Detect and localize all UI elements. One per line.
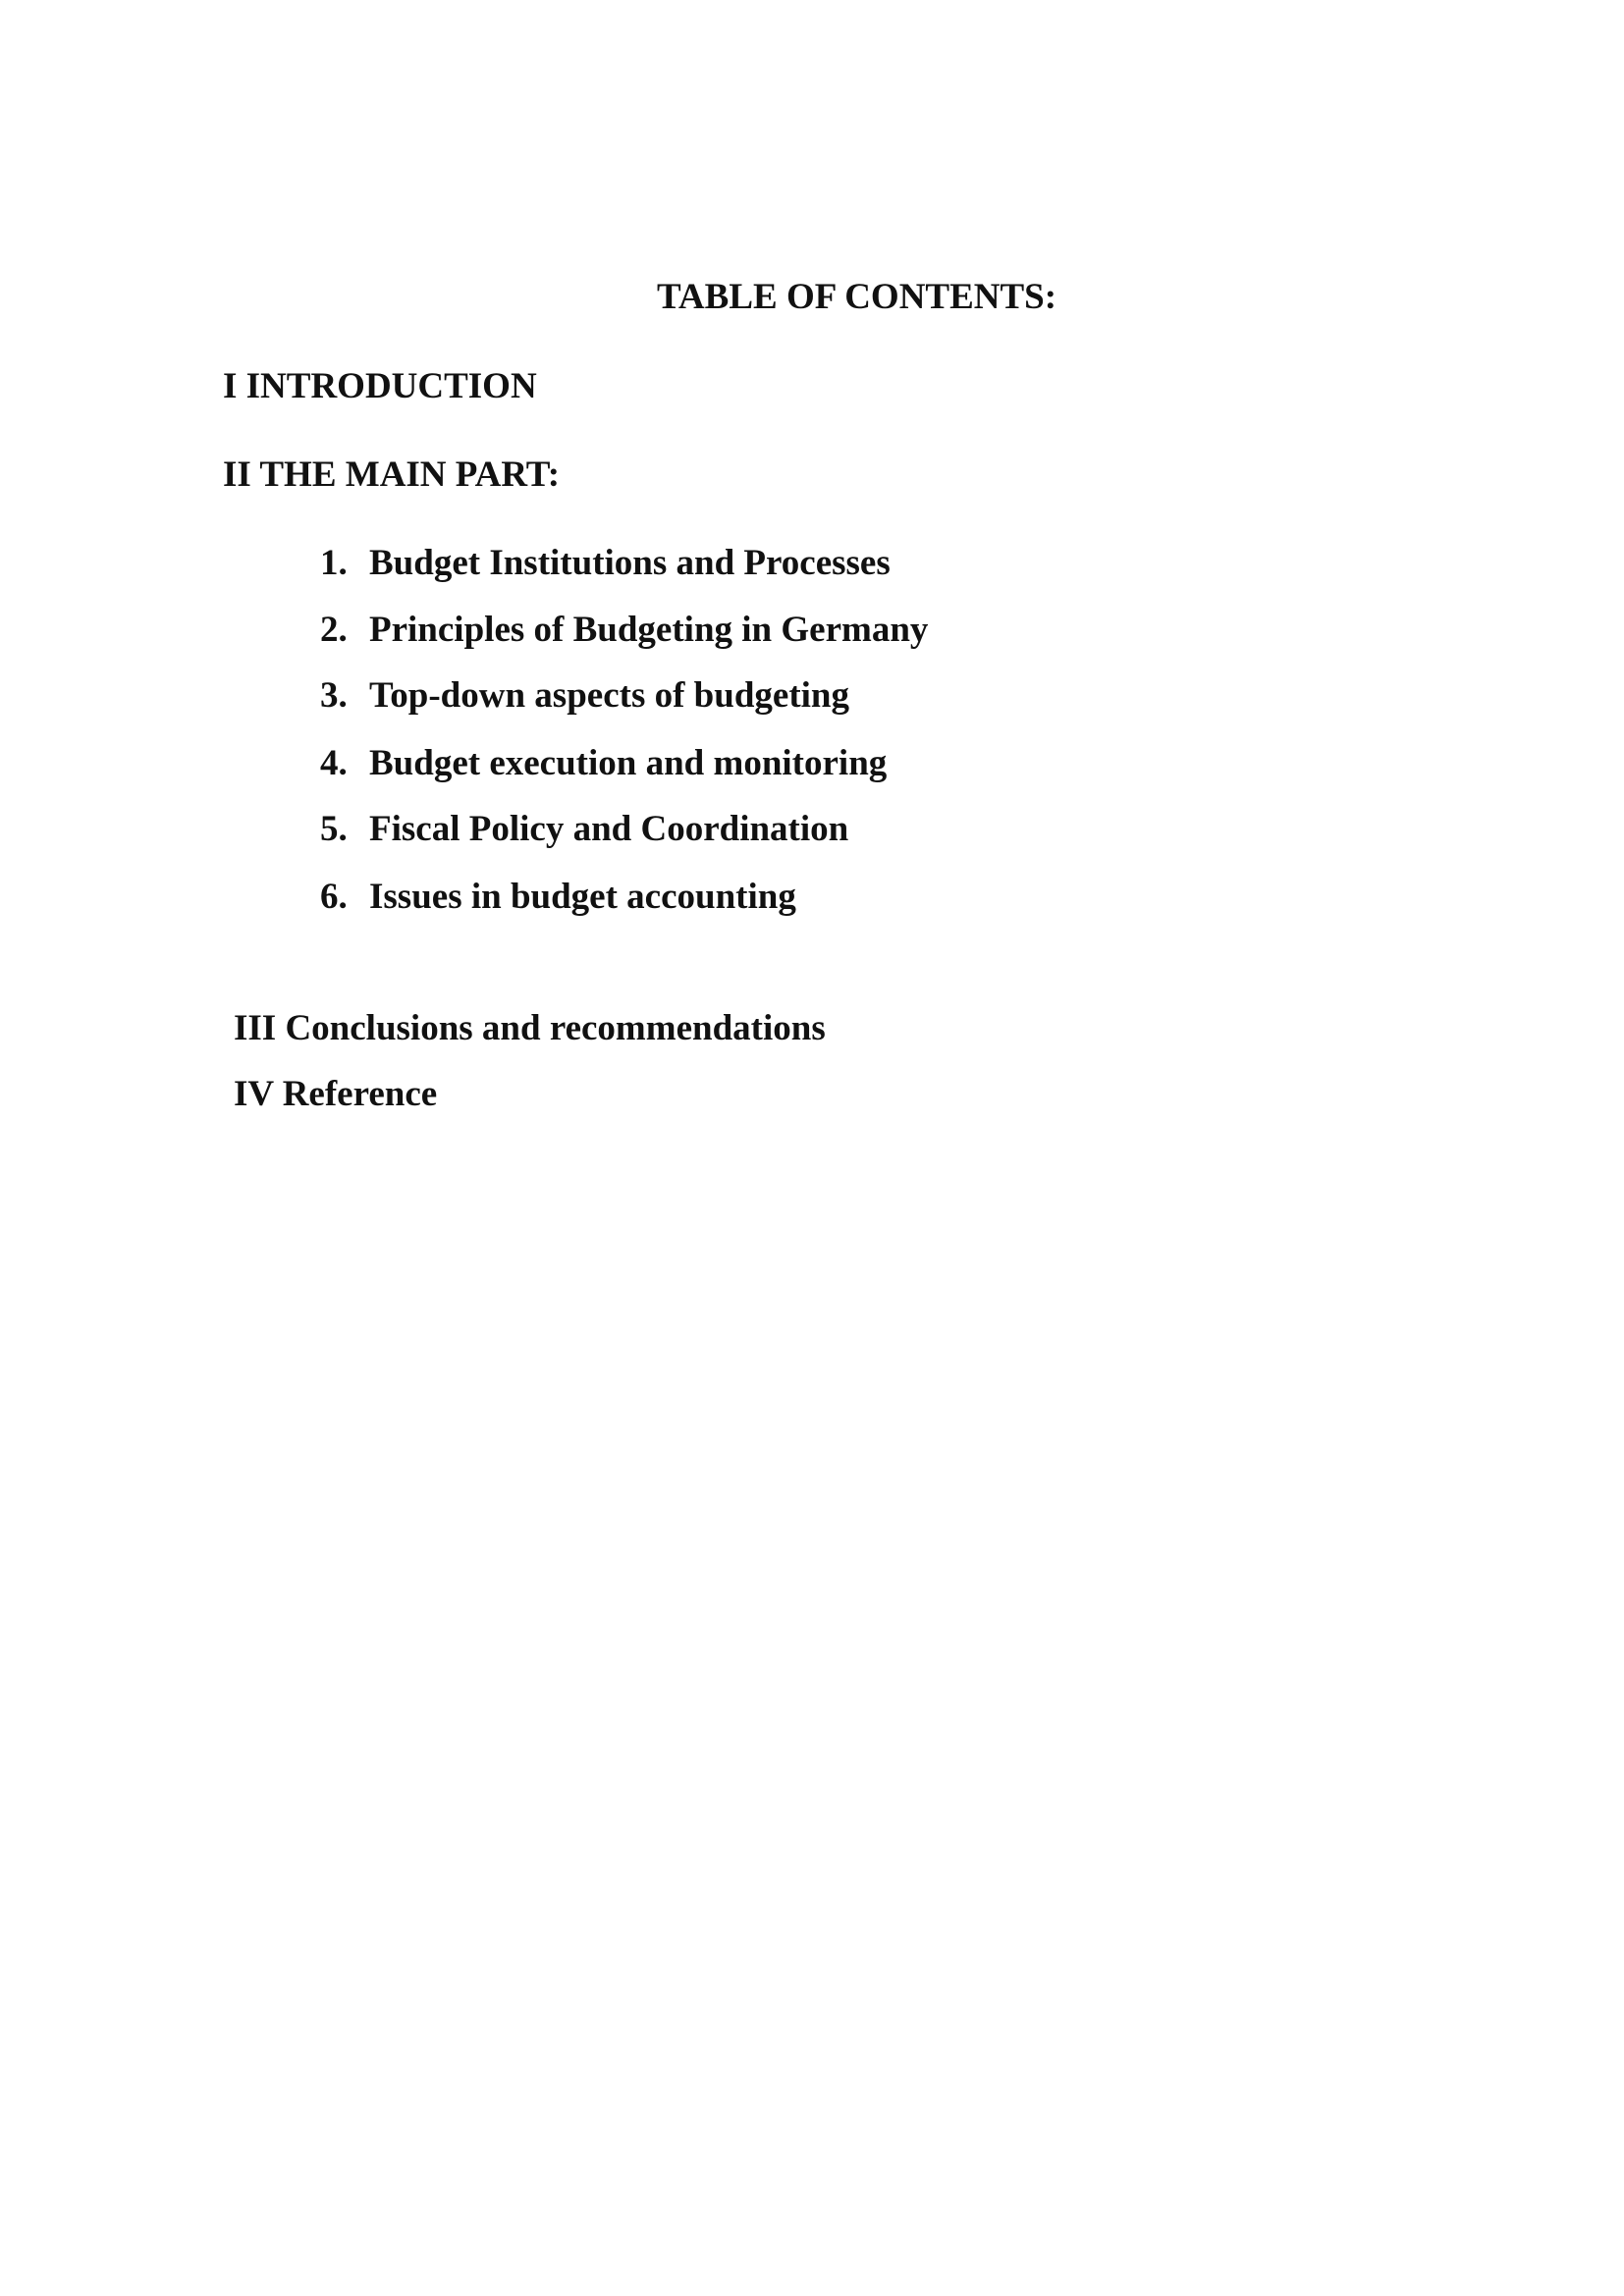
toc-section-main-part: II THE MAIN PART: [223, 454, 561, 495]
toc-item [320, 542, 891, 585]
toc-item [320, 609, 928, 652]
toc-item-label: Issues in budget accounting [369, 877, 796, 917]
toc-item-label: Budget execution and monitoring [369, 743, 888, 783]
toc-item-label: Budget Institutions and Processes [369, 543, 891, 583]
toc-item-number: 5. [320, 809, 348, 849]
toc-item-number: 1. [320, 543, 348, 583]
toc-title: TABLE OF CONTENTS: [657, 277, 1057, 317]
toc-item [320, 674, 849, 718]
toc-item-label: Principles of Budgeting in Germany [369, 610, 929, 650]
toc-item [320, 808, 848, 851]
toc-item [320, 742, 887, 785]
toc-item-number: 4. [320, 743, 348, 783]
toc-item-number: 6. [320, 877, 348, 917]
toc-item-label: Fiscal Policy and Coordination [369, 809, 849, 849]
toc-section-introduction: I INTRODUCTION [223, 366, 537, 406]
toc-section-conclusions: III Conclusions and recommendations [234, 1008, 826, 1048]
toc-item [320, 876, 796, 919]
toc-section-reference: IV Reference [234, 1074, 438, 1114]
toc-item-label: Top-down aspects of budgeting [369, 675, 850, 716]
toc-item-number: 3. [320, 675, 348, 716]
toc-item-number: 2. [320, 610, 348, 650]
